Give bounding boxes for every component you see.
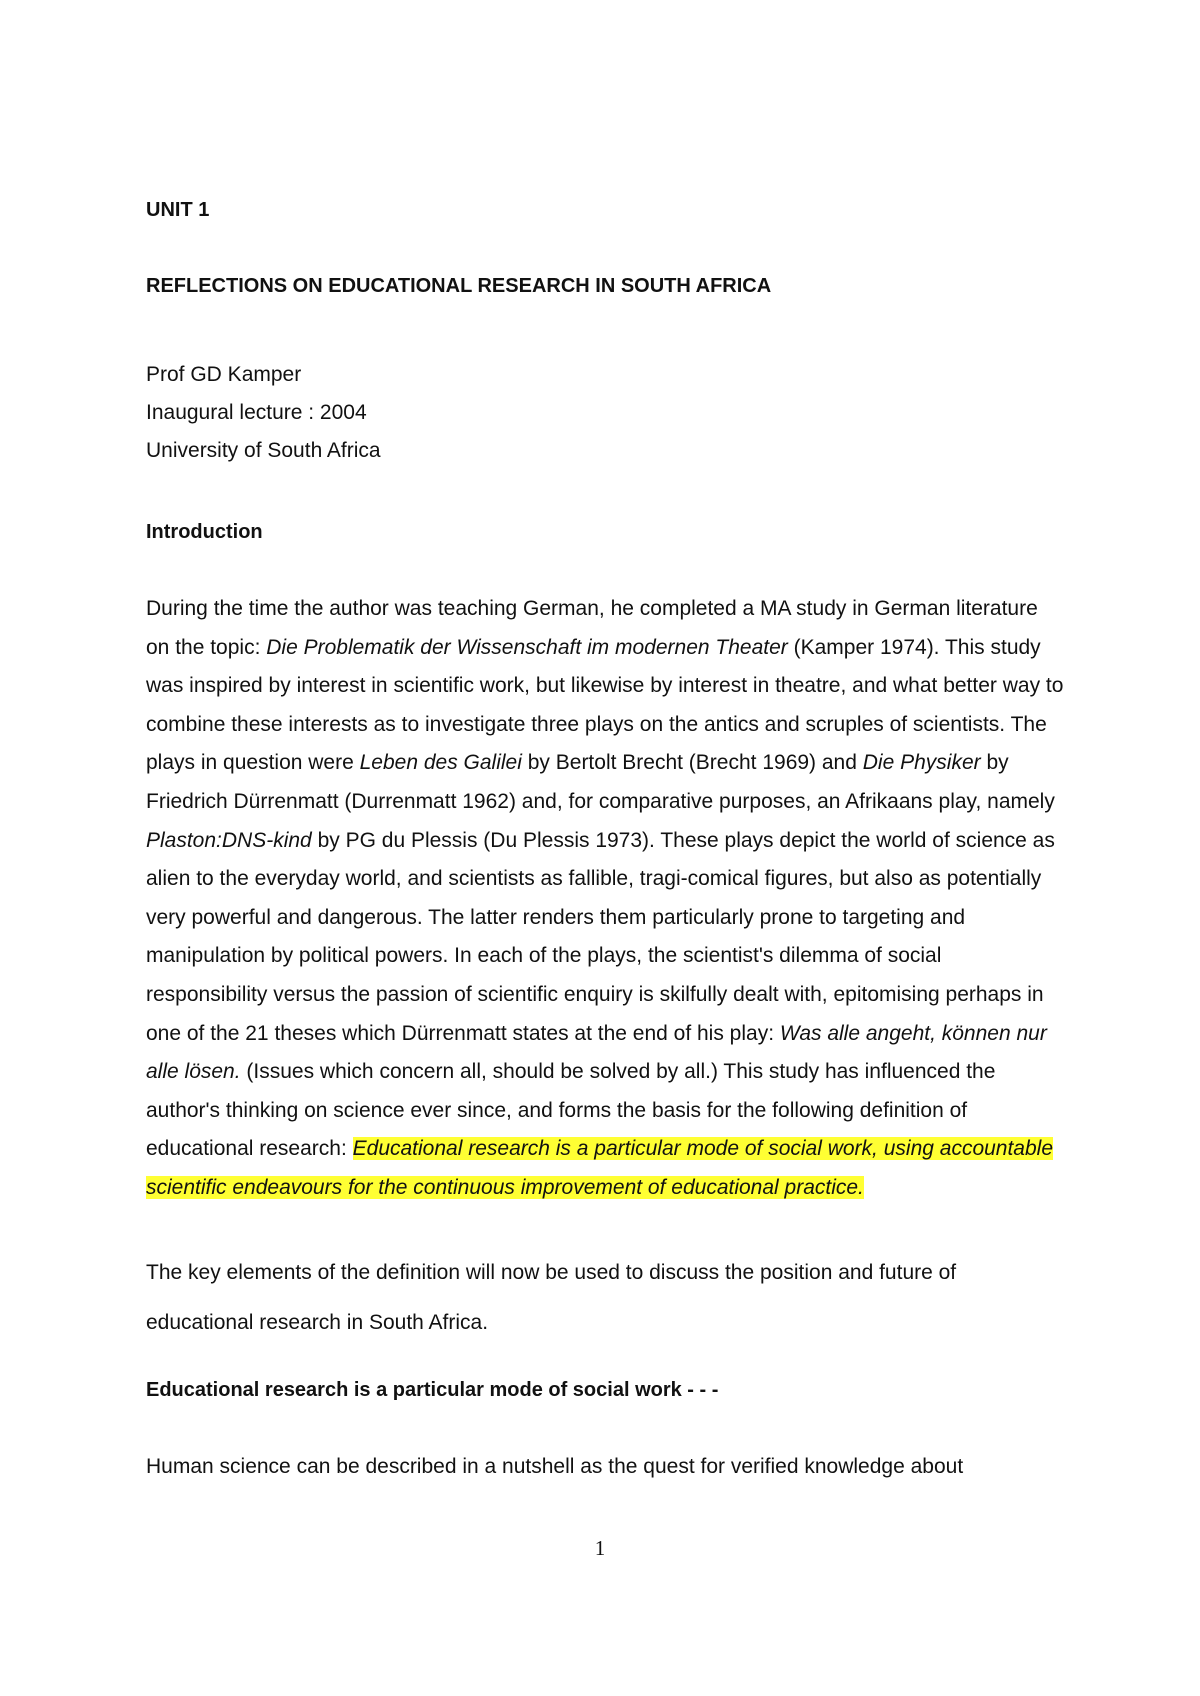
author-block xyxy=(146,356,1066,470)
intro-title-galilei: Leben des Galilei xyxy=(359,751,522,775)
key-elements-paragraph: The key elements of the definition will now be used to discuss the position and future of educational research in South Africa. xyxy=(146,1260,957,1334)
section-heading-social-work: Educational research is a particular mode of social work - - - xyxy=(146,1378,719,1401)
intro-title-problematik: Die Problematik der Wissenschaft im modernen Theater xyxy=(266,635,788,659)
lecture-info: Inaugural lecture : 2004 xyxy=(146,401,367,424)
intro-text-5: by PG du Plessis (Du Plessis 1973). These plays depict the world of science as alien to the everyday world, and scientists as fallible, tragi-comical figures, but also as potentially very powerful and dangerous. The latter renders them particularly prone to targeting and manipulation by political powers. In each of the plays, the scientist's dilemma of social responsibility versus the passion of scientific enquiry is skilfully dealt with, epitomising perhaps in one of the 21 theses which Dürrenmatt states at the end of his play: xyxy=(146,828,1055,1045)
institution-name: University of South Africa xyxy=(146,439,381,462)
unit-label: UNIT 1 xyxy=(146,199,210,221)
intro-title-plaston: Plaston:DNS-kind xyxy=(146,828,312,852)
page-number: 1 xyxy=(594,1536,606,1560)
introduction-heading: Introduction xyxy=(146,521,263,543)
highlighted-definition: Educational research is a particular mode of social work, using accountable scientific endeavours for the continuous improvement of educational practice. xyxy=(146,1137,1054,1199)
intro-text-6: (Issues which concern all, should be solved by all.) This study has influenced the author's thinking on science ever since, and forms the basis for the following definition of educational research: xyxy=(146,1060,996,1161)
intro-text-3: by Bertolt Brecht (Brecht 1969) and xyxy=(521,751,863,775)
intro-text-1: During the time the author was teaching German, he completed a MA study in German literature on the topic: xyxy=(146,597,1038,659)
intro-title-physiker: Die Physiker xyxy=(862,751,981,775)
intro-text-2: (Kamper 1974). This study was inspired by interest in scientific work, but likewise by interest in theatre, and what better way to combine these interests as to investigate three plays on the antics and scruples of scientists. The plays in question were xyxy=(146,635,1064,775)
intro-quote-durrenmatt: Was alle angeht, können nur alle lösen. xyxy=(146,1021,1047,1084)
introduction-paragraph xyxy=(146,590,1066,1208)
human-science-paragraph: Human science can be described in a nutshell as the quest for verified knowledge about xyxy=(146,1454,964,1478)
document-body xyxy=(146,196,1066,1486)
document-title: REFLECTIONS ON EDUCATIONAL RESEARCH IN SOUTH AFRICA xyxy=(146,275,772,297)
author-name: Prof GD Kamper xyxy=(146,363,302,386)
intro-text-4: by Friedrich Dürrenmatt (Durrenmatt 1962) and, for comparative purposes, an Afrikaans play, namely xyxy=(146,751,1055,813)
